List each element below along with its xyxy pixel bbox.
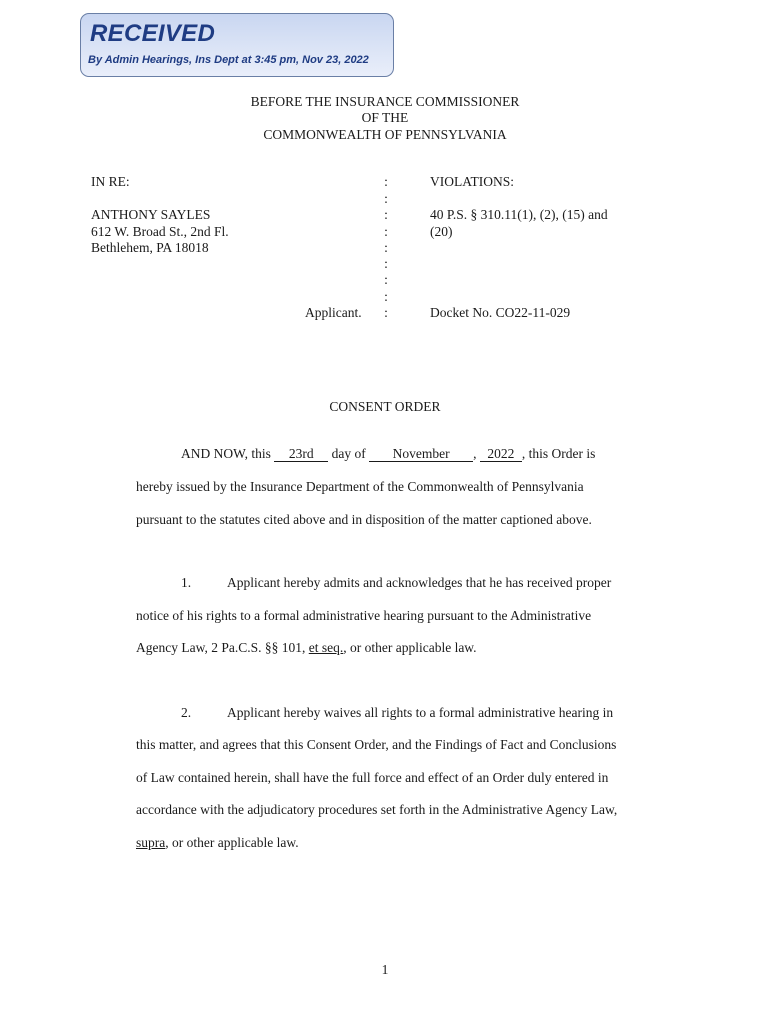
year-fill-in: 2022 (480, 447, 522, 462)
month-fill-in: November (369, 447, 473, 462)
docket-number: Docket No. CO22-11-029 (430, 305, 571, 320)
in-re-label: IN RE: (91, 174, 130, 189)
received-stamp (80, 13, 394, 77)
respondent-address-2: Bethlehem, PA 18018 (91, 240, 209, 255)
colon: : (384, 305, 388, 320)
paragraph-1-number: 1. (181, 575, 192, 590)
header-line-1: BEFORE THE INSURANCE COMMISSIONER (250, 94, 520, 109)
colon: : (384, 191, 388, 206)
violations-line-2: (20) (430, 224, 453, 239)
paragraph-2-line-3: of Law contained herein, shall have the full force and effect of an Order duly entered in (136, 770, 609, 785)
colon: : (384, 240, 388, 255)
supra-underlined: supra (136, 835, 166, 850)
intro-day-of: day of (328, 446, 370, 461)
p1-citation: Agency Law, 2 Pa.C.S. §§ 101, (136, 640, 309, 655)
document-title: CONSENT ORDER (329, 399, 441, 414)
paragraph-1-line-1: Applicant hereby admits and acknowledges that he has received proper (227, 575, 612, 590)
respondent-name: ANTHONY SAYLES (91, 207, 211, 222)
colon: : (384, 174, 388, 189)
et-seq-underlined: et seq. (308, 640, 344, 655)
paragraph-1-line-3 (136, 640, 477, 656)
intro-line-1 (181, 446, 595, 462)
intro-prefix: AND NOW, this (181, 446, 275, 461)
intro-suffix: , this Order is (521, 446, 596, 461)
page-number: 1 (381, 962, 389, 977)
intro-line-3: pursuant to the statutes cited above and in disposition of the matter captioned above. (136, 512, 592, 527)
violations-label: VIOLATIONS: (430, 174, 514, 189)
p2-line-5-end: , or other applicable law. (165, 835, 299, 850)
paragraph-2-line-2: this matter, and agrees that this Consent Order, and the Findings of Fact and Conclusions (136, 737, 617, 752)
applicant-label: Applicant. (305, 305, 362, 320)
colon: : (384, 256, 388, 271)
paragraph-2-line-5 (136, 835, 299, 851)
stamp-subtitle: By Admin Hearings, Ins Dept at 3:45 pm, Nov 23, 2022 (88, 54, 369, 66)
colon: : (384, 289, 388, 304)
violations-line-1: 40 P.S. § 310.11(1), (2), (15) and (430, 207, 608, 222)
intro-comma: , (473, 446, 480, 461)
colon: : (384, 224, 388, 239)
respondent-address-1: 612 W. Broad St., 2nd Fl. (91, 224, 229, 239)
colon: : (384, 207, 388, 222)
colon: : (384, 272, 388, 287)
paragraph-2-number: 2. (181, 705, 192, 720)
paragraph-2-line-4: accordance with the adjudicatory procedures set forth in the Administrative Agency Law, (136, 802, 618, 817)
paragraph-2-line-1: Applicant hereby waives all rights to a formal administrative hearing in (227, 705, 614, 720)
header-line-2: OF THE (361, 110, 409, 125)
paragraph-1-line-2: notice of his rights to a formal administrative hearing pursuant to the Administrative (136, 608, 592, 623)
stamp-title: RECEIVED (90, 20, 216, 47)
intro-line-2: hereby issued by the Insurance Department of the Commonwealth of Pennsylvania (136, 479, 584, 494)
header-line-3: COMMONWEALTH OF PENNSYLVANIA (263, 127, 507, 142)
day-fill-in: 23rd (274, 447, 328, 462)
p1-line-3-end: , or other applicable law. (343, 640, 477, 655)
